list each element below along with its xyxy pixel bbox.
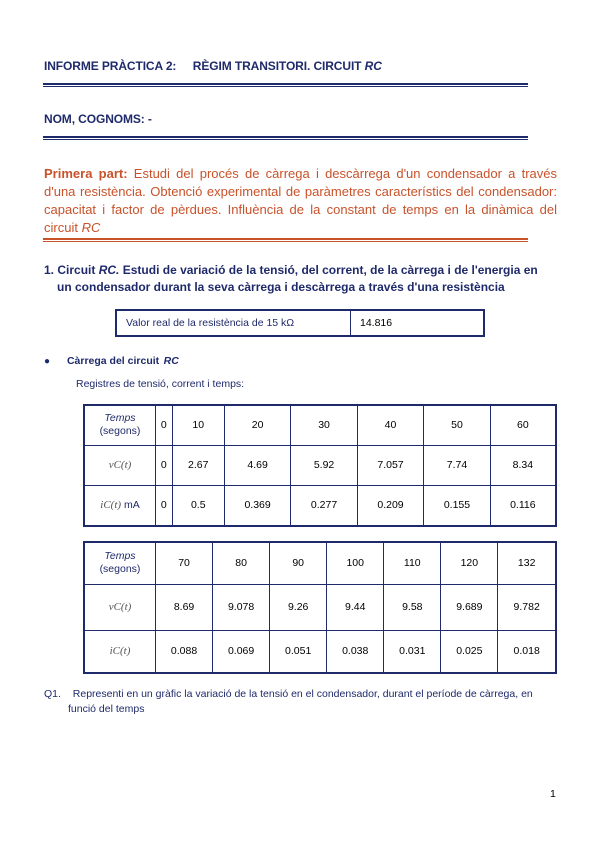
time-cell: 100 bbox=[327, 542, 384, 584]
charge-title-rc: RC bbox=[163, 355, 179, 367]
voltage-cell: 9.58 bbox=[384, 584, 441, 630]
title-divider bbox=[43, 83, 528, 87]
voltage-cell: 7.74 bbox=[424, 445, 490, 485]
voltage-cell: 9.26 bbox=[270, 584, 327, 630]
time-cell: 20 bbox=[224, 405, 290, 445]
current-cell: 0.018 bbox=[498, 630, 556, 673]
charge-table-2 bbox=[83, 541, 557, 674]
time-cell: 60 bbox=[490, 405, 556, 445]
page-number: 1 bbox=[550, 788, 556, 800]
resistance-label: Valor real de la resistència de 15 kΩ bbox=[116, 310, 351, 336]
charge-table-1 bbox=[83, 404, 557, 527]
current-cell: 0.088 bbox=[156, 630, 213, 673]
voltage-cell: 9.689 bbox=[441, 584, 498, 630]
current-cell: 0.209 bbox=[357, 485, 423, 526]
time-cell: 120 bbox=[441, 542, 498, 584]
current-cell: 0.5 bbox=[172, 485, 224, 526]
time-header: Temps (segons) bbox=[84, 542, 156, 584]
time-cell: 10 bbox=[172, 405, 224, 445]
current-header: iC(t) bbox=[84, 630, 156, 673]
current-cell: 0.116 bbox=[490, 485, 556, 526]
report-title bbox=[44, 59, 382, 73]
voltage-cell: 0 bbox=[156, 445, 173, 485]
time-header: Temps (segons) bbox=[84, 405, 156, 445]
section1-title-rest: Estudi de variació de la tensió, del corrent, de la càrrega i de l'energia en bbox=[122, 263, 538, 277]
time-cell: 50 bbox=[424, 405, 490, 445]
voltage-cell: 5.92 bbox=[291, 445, 357, 485]
voltage-header: vC(t) bbox=[84, 584, 156, 630]
current-cell: 0.051 bbox=[270, 630, 327, 673]
section1-circuit-rc: RC. bbox=[98, 263, 120, 277]
section1-number: 1. bbox=[44, 263, 55, 277]
intro-paragraph bbox=[44, 165, 557, 237]
table-row bbox=[84, 405, 556, 445]
question-number: Q1. bbox=[44, 688, 61, 700]
question-text-line1: Representi en un gràfic la variació de la tensió en el condensador, durant el període de càrrega, en bbox=[72, 688, 533, 700]
table-row bbox=[84, 584, 556, 630]
time-cell: 40 bbox=[357, 405, 423, 445]
name-divider bbox=[43, 136, 528, 140]
voltage-cell: 8.34 bbox=[490, 445, 556, 485]
current-header: iC(t) mA bbox=[84, 485, 156, 526]
current-cell: 0 bbox=[156, 485, 173, 526]
table-row bbox=[84, 485, 556, 526]
table-row bbox=[84, 630, 556, 673]
time-cell: 30 bbox=[291, 405, 357, 445]
resistance-value: 14.816 bbox=[351, 310, 485, 336]
question-text-line2: funció del temps bbox=[68, 703, 145, 715]
time-cell: 80 bbox=[213, 542, 270, 584]
records-label: Registres de tensió, corrent i temps: bbox=[76, 378, 245, 390]
voltage-cell: 9.078 bbox=[213, 584, 270, 630]
table-row bbox=[84, 542, 556, 584]
table-row bbox=[84, 445, 556, 485]
report-title-main: RÈGIM TRANSITORI. CIRCUIT bbox=[192, 59, 362, 73]
time-cell: 0 bbox=[156, 405, 173, 445]
report-title-rc: RC bbox=[364, 59, 382, 73]
time-cell: 70 bbox=[156, 542, 213, 584]
charge-title: Càrrega del circuit bbox=[66, 355, 160, 367]
time-cell: 90 bbox=[270, 542, 327, 584]
current-cell: 0.277 bbox=[291, 485, 357, 526]
voltage-header: vC(t) bbox=[84, 445, 156, 485]
current-cell: 0.031 bbox=[384, 630, 441, 673]
current-cell: 0.069 bbox=[213, 630, 270, 673]
voltage-cell: 9.782 bbox=[498, 584, 556, 630]
section1-circuit-label: Circuit bbox=[57, 263, 96, 277]
current-cell: 0.025 bbox=[441, 630, 498, 673]
current-cell: 0.155 bbox=[424, 485, 490, 526]
voltage-cell: 7.057 bbox=[357, 445, 423, 485]
intro-divider bbox=[43, 238, 528, 242]
intro-text: Estudi del procés de càrrega i descàrrega d'un condensador a través d'una resistència. Obtenció experimental de paràmetres característics del condensador: capacitat i factor de pèrdues. Influència de la constant de temps en la dinàmica del circuit bbox=[44, 166, 557, 235]
section1-title-line2: un condensador durant la seva càrrega i descàrrega a través d'una resistència bbox=[57, 280, 505, 294]
time-cell: 132 bbox=[498, 542, 556, 584]
voltage-cell: 8.69 bbox=[156, 584, 213, 630]
time-cell: 110 bbox=[384, 542, 441, 584]
current-cell: 0.038 bbox=[327, 630, 384, 673]
question-q1 bbox=[44, 687, 564, 717]
name-label: NOM, COGNOMS: - bbox=[44, 112, 152, 126]
current-cell: 0.369 bbox=[224, 485, 290, 526]
intro-text-rc: RC bbox=[81, 220, 101, 235]
charge-heading bbox=[44, 351, 179, 369]
voltage-cell: 2.67 bbox=[172, 445, 224, 485]
bullet-icon: ● bbox=[44, 356, 51, 367]
report-title-prefix: INFORME PRÀCTICA 2: bbox=[44, 59, 177, 73]
resistance-table bbox=[115, 309, 485, 337]
voltage-cell: 4.69 bbox=[224, 445, 290, 485]
section1-title bbox=[44, 262, 564, 296]
intro-part-label: Primera part: bbox=[44, 166, 128, 181]
voltage-cell: 9.44 bbox=[327, 584, 384, 630]
